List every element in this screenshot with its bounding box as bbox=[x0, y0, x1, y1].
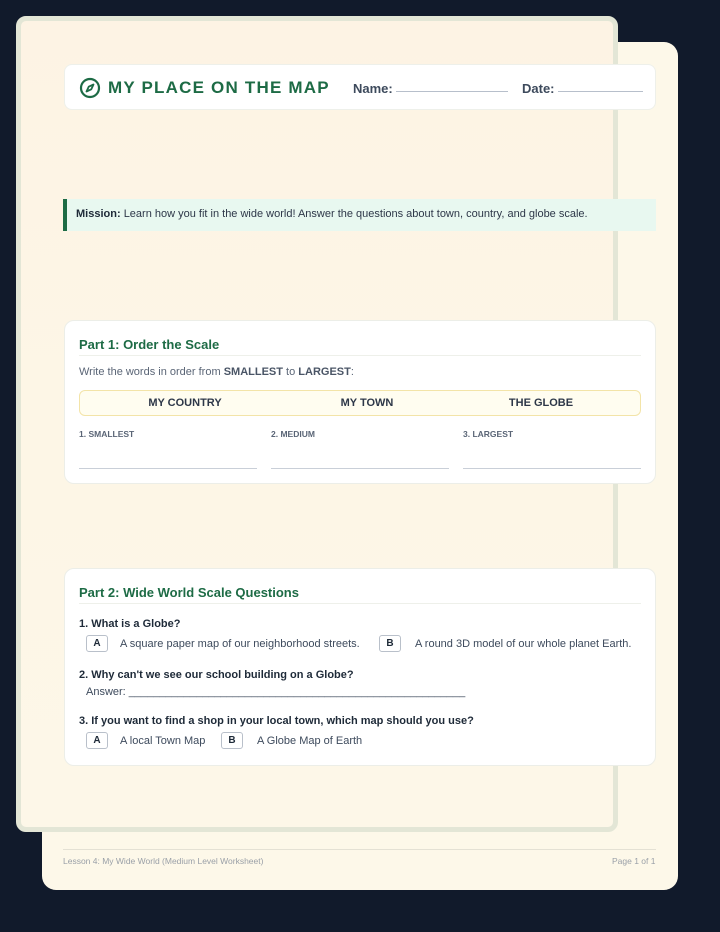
word-bank-item: MY TOWN bbox=[340, 397, 394, 409]
slot-field-largest[interactable] bbox=[463, 468, 641, 469]
divider bbox=[79, 355, 641, 356]
question-2-answer-field[interactable]: Answer: _______________________________________________________ bbox=[86, 686, 466, 698]
page-title: MY PLACE ON THE MAP bbox=[108, 78, 330, 97]
q3-option-a-text: A local Town Map bbox=[120, 735, 206, 747]
slot-field-medium[interactable] bbox=[271, 468, 449, 469]
instruction-to: to bbox=[286, 366, 296, 378]
slot-label-smallest: 1. SMALLEST bbox=[79, 429, 135, 439]
date-label: Date: bbox=[522, 81, 555, 96]
question-1-suffix: ? bbox=[173, 618, 181, 630]
instruction-smallest: SMALLEST bbox=[223, 366, 283, 378]
mission-banner bbox=[63, 199, 656, 231]
compass-icon bbox=[79, 77, 101, 99]
name-label: Name: bbox=[353, 81, 393, 96]
word-bank-item: THE GLOBE bbox=[508, 397, 574, 409]
footer-divider bbox=[63, 849, 656, 850]
part1-instruction bbox=[79, 366, 354, 378]
instruction-colon: : bbox=[350, 366, 354, 378]
slot-label-medium: 2. MEDIUM bbox=[271, 429, 315, 439]
mission-text: Learn how you fit in the wide world! Answer the questions about town, country, and globe scale. bbox=[123, 208, 588, 220]
q1-option-b-button[interactable]: B bbox=[379, 635, 401, 652]
q3-option-a-button[interactable]: A bbox=[86, 732, 108, 749]
question-1 bbox=[79, 618, 181, 630]
word-bank bbox=[79, 390, 641, 416]
word-bank-item: MY COUNTRY bbox=[148, 397, 222, 409]
footer-page-number: Page 1 of 1 bbox=[612, 856, 656, 866]
instruction-largest: LARGEST bbox=[298, 366, 351, 378]
slot-field-smallest[interactable] bbox=[79, 468, 257, 469]
part2-title: Part 2: Wide World Scale Questions bbox=[79, 585, 299, 600]
q1-option-a-button[interactable]: A bbox=[86, 635, 108, 652]
slot-label-largest: 3. LARGEST bbox=[463, 429, 514, 439]
date-field[interactable] bbox=[558, 91, 643, 92]
question-1-keyword: Globe bbox=[142, 618, 174, 630]
q1-option-b-text: A round 3D model of our whole planet Earth. bbox=[415, 638, 632, 650]
q3-option-b-text: A Globe Map of Earth bbox=[257, 735, 363, 747]
question-3: 3. If you want to find a shop in your local town, which map should you use? bbox=[79, 715, 474, 727]
instruction-prefix: Write the words in order from bbox=[79, 366, 221, 378]
q1-option-a-text: A square paper map of our neighborhood streets. bbox=[120, 638, 360, 650]
question-1-prefix: 1. What is a bbox=[79, 618, 140, 630]
part1-card bbox=[64, 320, 656, 484]
footer-lesson: Lesson 4: My Wide World (Medium Level Worksheet) bbox=[63, 856, 264, 866]
worksheet-header bbox=[64, 64, 656, 110]
mission-label: Mission: bbox=[76, 208, 121, 220]
q3-option-b-button[interactable]: B bbox=[221, 732, 243, 749]
name-field[interactable] bbox=[396, 91, 508, 92]
part1-title: Part 1: Order the Scale bbox=[79, 337, 220, 352]
part2-card bbox=[64, 568, 656, 766]
question-2: 2. Why can't we see our school building on a Globe? bbox=[79, 669, 354, 681]
divider bbox=[79, 603, 641, 604]
